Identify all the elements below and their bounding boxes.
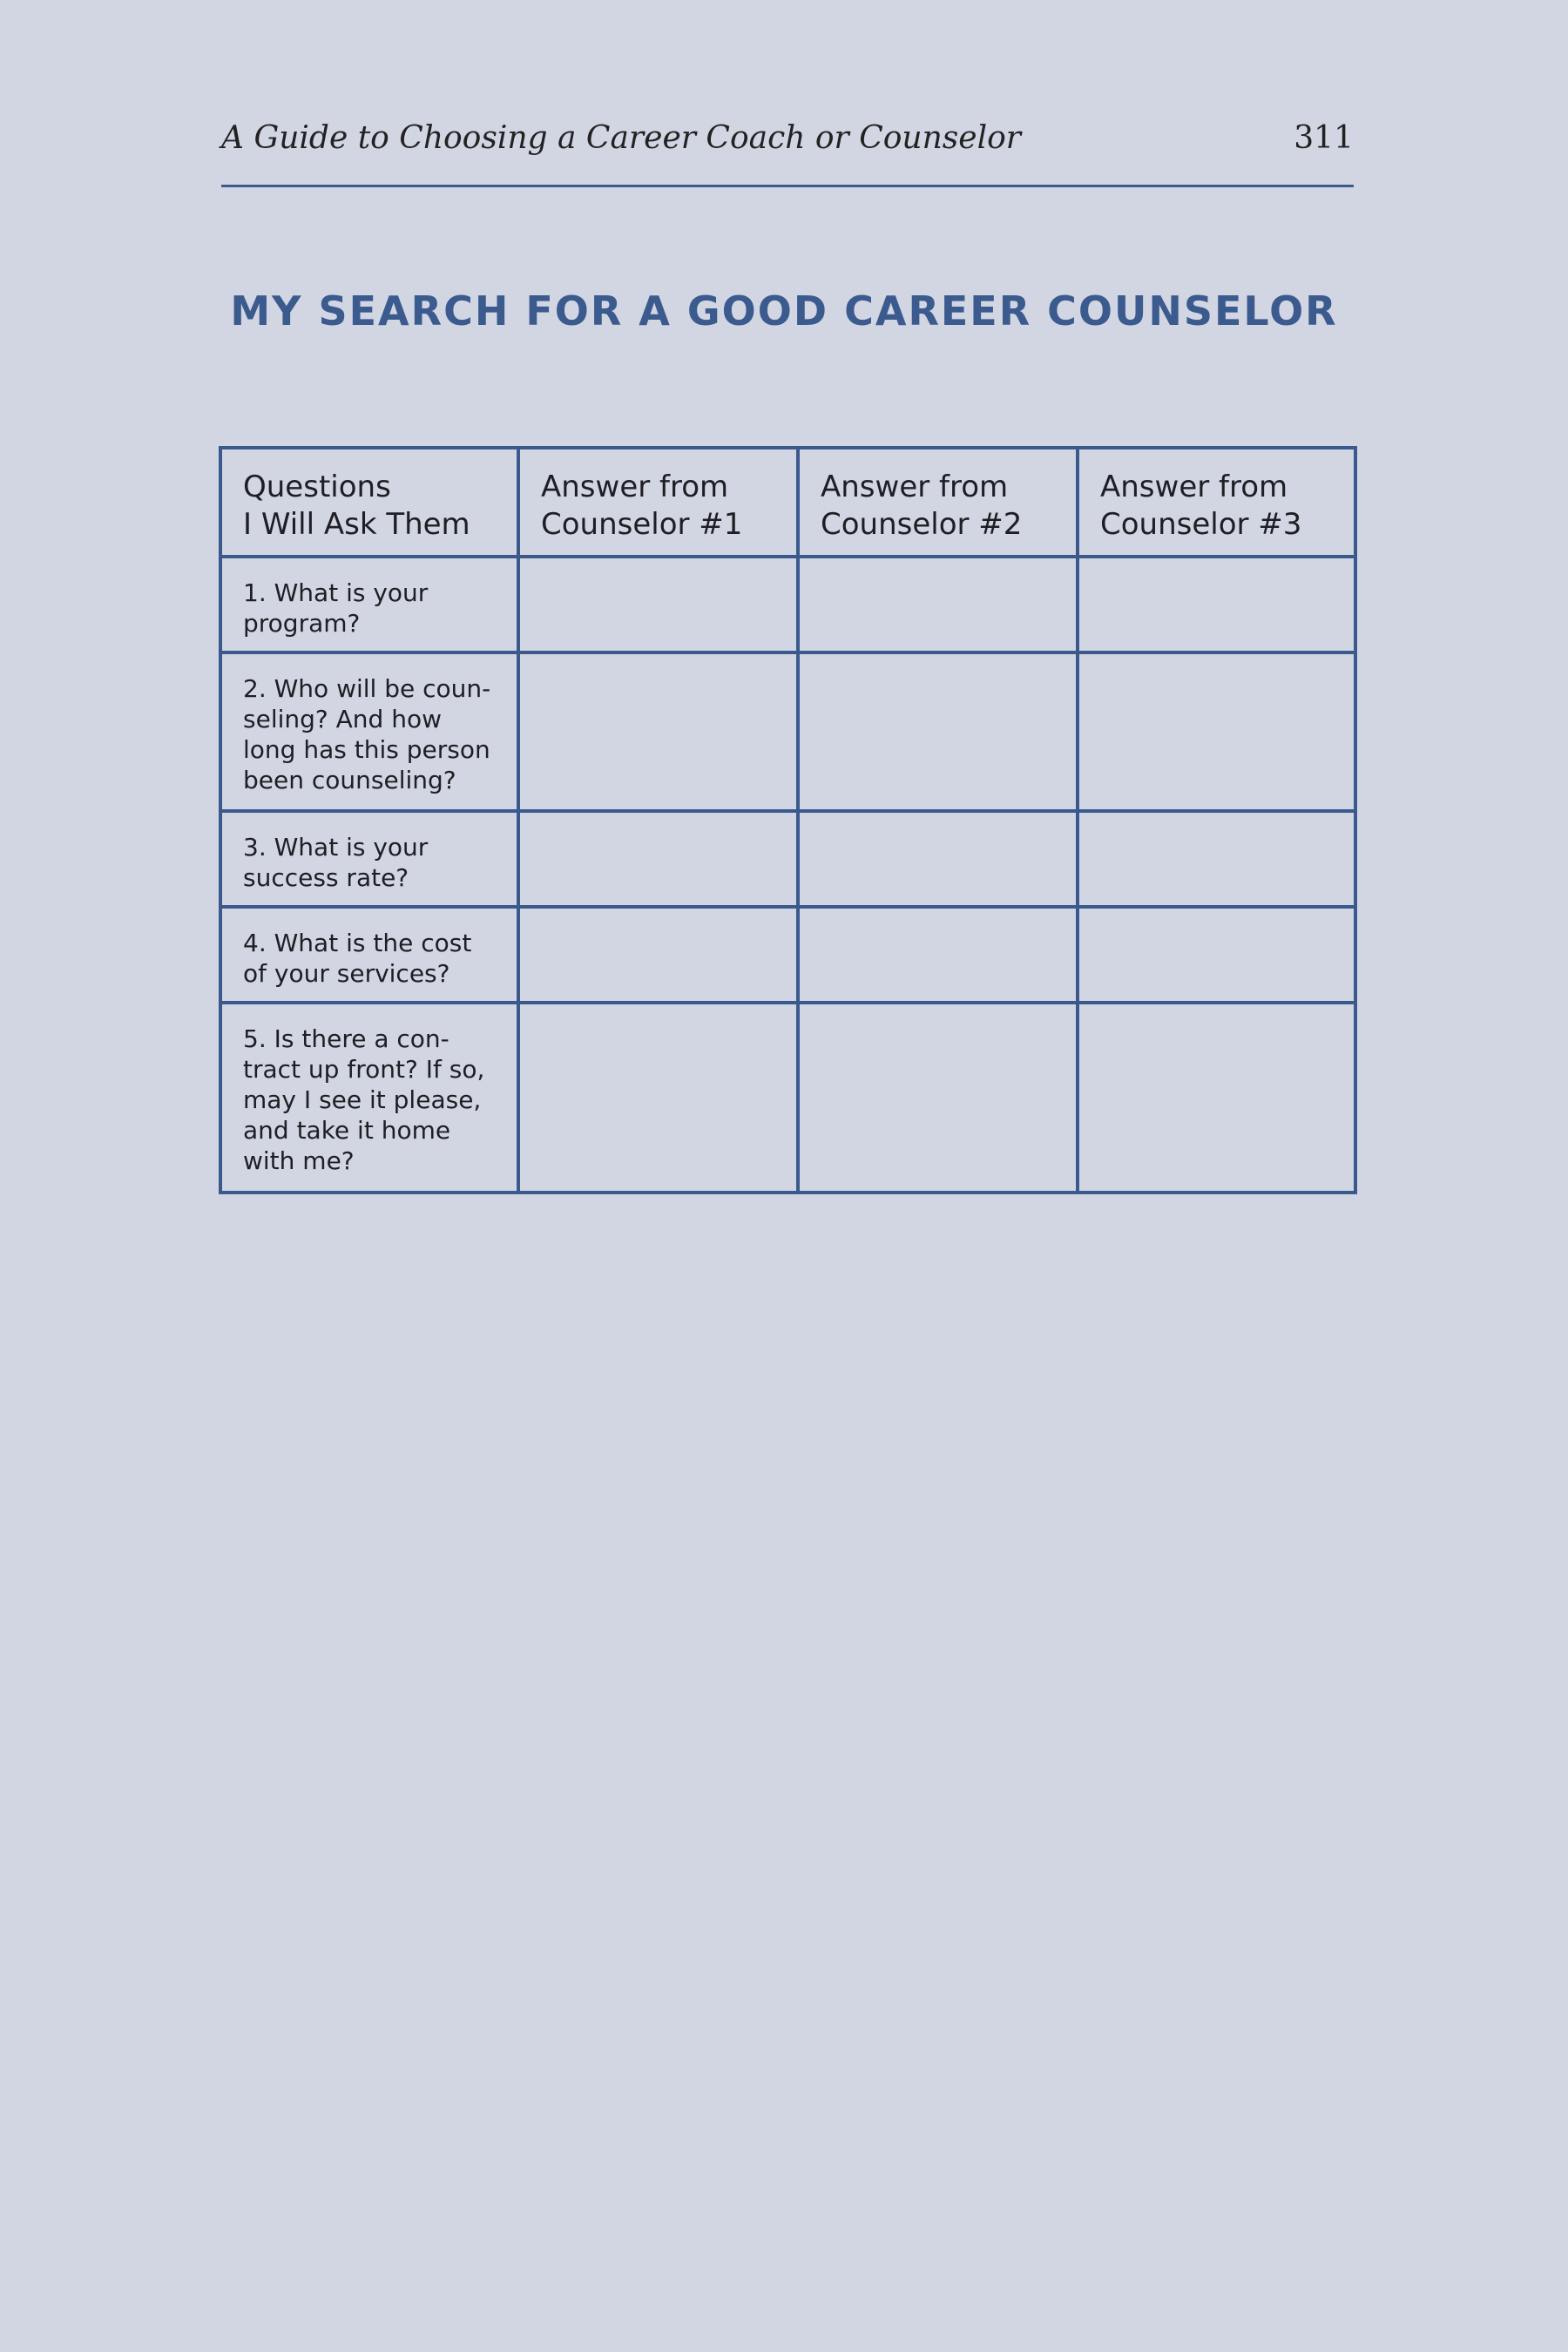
answer-cell-counselor-2[interactable] — [798, 1003, 1078, 1193]
question-cell — [220, 557, 518, 652]
page-number: 311 — [1294, 120, 1354, 156]
table-row — [220, 652, 1355, 811]
question-text: seling? And how — [243, 705, 443, 733]
answer-cell-counselor-1[interactable] — [518, 557, 798, 652]
running-head-title: A Guide to Choosing a Career Coach or Counselor — [221, 120, 1021, 156]
question-text: 2. Who will be coun- — [243, 674, 491, 703]
question-text: with me? — [243, 1146, 355, 1175]
answer-cell-counselor-3[interactable] — [1078, 811, 1355, 907]
header-text: Answer from — [821, 470, 1009, 504]
answer-cell-counselor-1[interactable] — [518, 811, 798, 907]
header-text: Counselor #2 — [821, 507, 1023, 542]
header-text: Answer from — [1100, 470, 1288, 504]
question-text: tract up front? If so, — [243, 1055, 485, 1084]
header-text: Answer from — [541, 470, 729, 504]
answer-cell-counselor-3[interactable] — [1078, 907, 1355, 1003]
answer-cell-counselor-1[interactable] — [518, 1003, 798, 1193]
header-counselor-3 — [1078, 448, 1355, 557]
counselor-comparison-table — [219, 446, 1357, 1194]
answer-cell-counselor-2[interactable] — [798, 557, 1078, 652]
page-title: MY SEARCH FOR A GOOD CAREER COUNSELOR — [230, 287, 1338, 335]
table-row — [220, 1003, 1355, 1193]
answer-cell-counselor-2[interactable] — [798, 907, 1078, 1003]
question-text: long has this person — [243, 735, 490, 764]
table-header-row — [220, 448, 1355, 557]
header-questions — [220, 448, 518, 557]
question-cell — [220, 652, 518, 811]
question-text: program? — [243, 609, 361, 638]
question-text: 1. What is your — [243, 578, 429, 607]
header-text: I Will Ask Them — [243, 507, 470, 542]
question-text: 4. What is the cost — [243, 929, 472, 957]
header-rule — [221, 185, 1354, 187]
answer-cell-counselor-2[interactable] — [798, 811, 1078, 907]
header-text: Counselor #1 — [541, 507, 743, 542]
header-text: Counselor #3 — [1100, 507, 1302, 542]
table-row — [220, 907, 1355, 1003]
header-counselor-2 — [798, 448, 1078, 557]
table-row — [220, 811, 1355, 907]
answer-cell-counselor-1[interactable] — [518, 907, 798, 1003]
question-text: success rate? — [243, 863, 409, 892]
answer-cell-counselor-2[interactable] — [798, 652, 1078, 811]
question-text: may I see it please, — [243, 1085, 482, 1114]
question-text: of your services? — [243, 959, 450, 988]
answer-cell-counselor-3[interactable] — [1078, 1003, 1355, 1193]
question-cell — [220, 907, 518, 1003]
question-text: 5. Is there a con- — [243, 1024, 449, 1053]
answer-cell-counselor-3[interactable] — [1078, 557, 1355, 652]
table-row — [220, 557, 1355, 652]
question-cell — [220, 1003, 518, 1193]
header-text: Questions — [243, 470, 391, 504]
question-cell — [220, 811, 518, 907]
header-counselor-1 — [518, 448, 798, 557]
answer-cell-counselor-1[interactable] — [518, 652, 798, 811]
question-text: 3. What is your — [243, 833, 429, 862]
question-text: been counseling? — [243, 766, 456, 794]
question-text: and take it home — [243, 1116, 451, 1145]
answer-cell-counselor-3[interactable] — [1078, 652, 1355, 811]
running-head — [221, 120, 1354, 172]
